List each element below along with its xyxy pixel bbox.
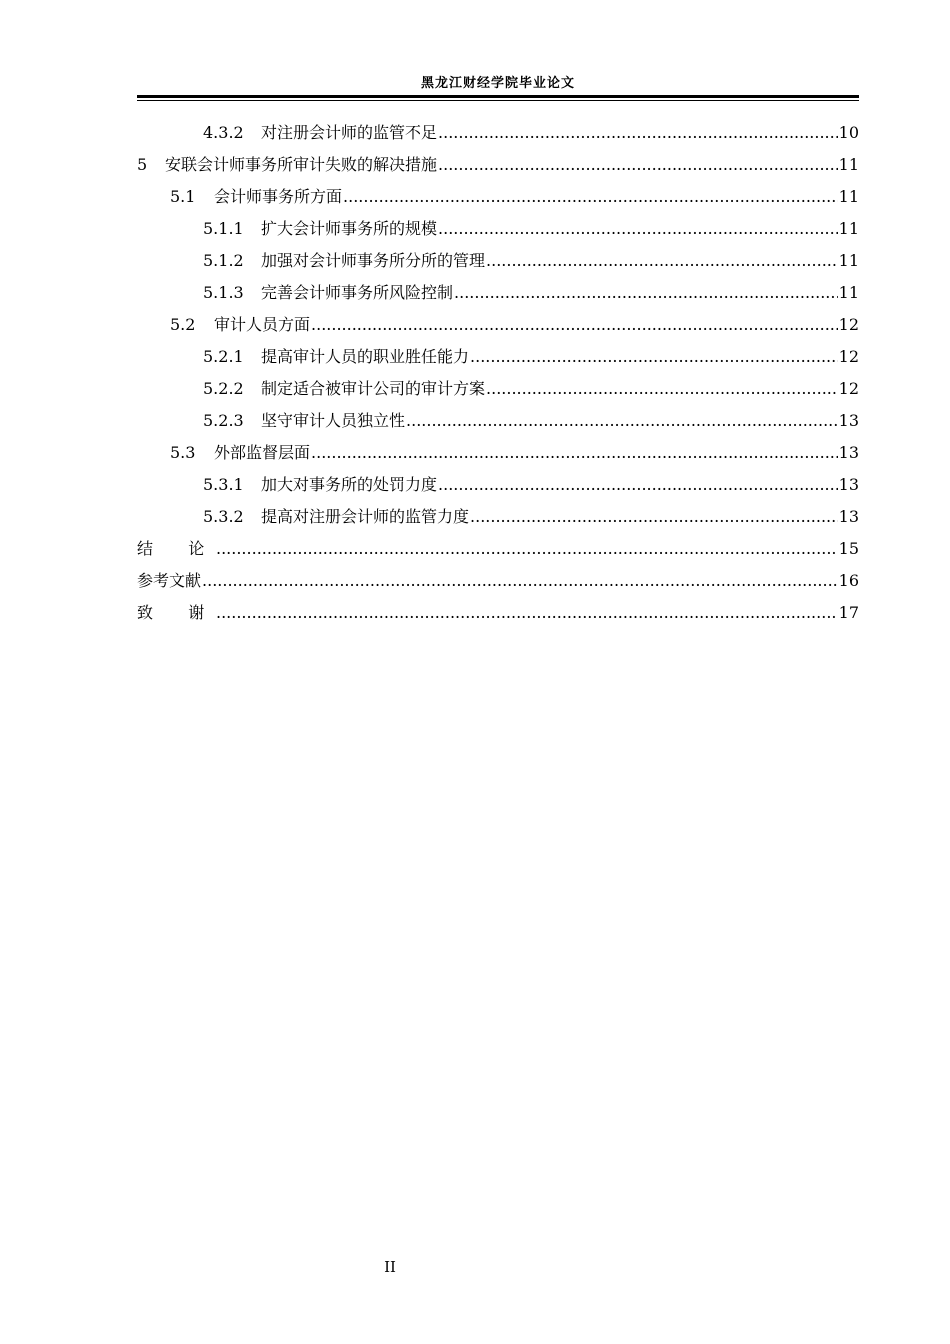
toc-entry-title: 审计人员方面 bbox=[214, 315, 311, 334]
toc-entry-page: 11 bbox=[838, 187, 859, 206]
toc-entry-number: 5.2.2 bbox=[203, 379, 244, 398]
toc-entry-page: 13 bbox=[838, 507, 859, 526]
toc-entry[interactable] bbox=[137, 213, 859, 245]
toc-entry[interactable] bbox=[137, 277, 859, 309]
toc-entry-title: 参考文献 bbox=[137, 571, 202, 590]
toc-entry[interactable] bbox=[137, 245, 859, 277]
toc-entry-page: 11 bbox=[838, 251, 859, 270]
toc-entry-number: 5.2 bbox=[170, 315, 196, 334]
toc-entry[interactable] bbox=[137, 181, 859, 213]
header-rule-thick bbox=[137, 95, 859, 98]
toc-entry-number: 5.1.3 bbox=[203, 283, 244, 302]
toc-dot-leader bbox=[438, 117, 838, 149]
toc-entry-page: 15 bbox=[838, 539, 859, 558]
toc-dot-leader bbox=[343, 181, 838, 213]
toc-dot-leader bbox=[311, 437, 838, 469]
toc-dot-leader bbox=[486, 373, 838, 405]
toc-entry[interactable] bbox=[137, 149, 859, 181]
toc-dot-leader bbox=[216, 597, 838, 629]
toc-dot-leader bbox=[216, 533, 838, 565]
toc-dot-leader bbox=[470, 341, 838, 373]
toc-entry-number: 5.2.1 bbox=[203, 347, 244, 366]
toc-entry[interactable] bbox=[137, 341, 859, 373]
toc-entry-title: 完善会计师事务所风险控制 bbox=[261, 283, 454, 302]
toc-entry-title: 扩大会计师事务所的规模 bbox=[261, 219, 438, 238]
toc-entry-page: 13 bbox=[838, 475, 859, 494]
toc-entry-number: 5 bbox=[137, 155, 148, 174]
toc-entry-page: 11 bbox=[838, 283, 859, 302]
toc-entry-page: 12 bbox=[838, 379, 859, 398]
toc-dot-leader bbox=[311, 309, 838, 341]
toc-entry[interactable] bbox=[137, 565, 859, 597]
toc-dot-leader bbox=[438, 149, 838, 181]
toc-entry-page: 11 bbox=[838, 219, 859, 238]
toc-entry[interactable] bbox=[137, 117, 859, 149]
toc-entry-title: 致谢 bbox=[137, 603, 240, 622]
toc-entry-title: 提高审计人员的职业胜任能力 bbox=[261, 347, 470, 366]
toc-entry-title: 外部监督层面 bbox=[214, 443, 311, 462]
toc-entry-title: 结论 bbox=[137, 539, 240, 558]
toc-entry-title: 对注册会计师的监管不足 bbox=[261, 123, 438, 142]
toc-entry-title: 坚守审计人员独立性 bbox=[261, 411, 406, 430]
toc-entry-page: 12 bbox=[838, 315, 859, 334]
toc-entry-number: 5.1.2 bbox=[203, 251, 244, 270]
toc-entry-page: 16 bbox=[838, 571, 859, 590]
toc-entry-page: 10 bbox=[838, 123, 859, 142]
toc-entry[interactable] bbox=[137, 533, 859, 565]
toc-entry-page: 13 bbox=[838, 443, 859, 462]
table-of-contents bbox=[137, 117, 859, 629]
toc-entry-title: 加大对事务所的处罚力度 bbox=[261, 475, 438, 494]
toc-entry-title: 提高对注册会计师的监管力度 bbox=[261, 507, 470, 526]
toc-entry-number: 5.3.2 bbox=[203, 507, 244, 526]
toc-entry-number: 5.1 bbox=[170, 187, 196, 206]
toc-entry[interactable] bbox=[137, 405, 859, 437]
page-number: II bbox=[384, 1258, 396, 1276]
toc-entry-number: 5.3.1 bbox=[203, 475, 244, 494]
toc-dot-leader bbox=[454, 277, 838, 309]
toc-entry[interactable] bbox=[137, 469, 859, 501]
toc-entry-page: 17 bbox=[838, 603, 859, 622]
header-rule-thin bbox=[137, 100, 859, 101]
toc-entry[interactable] bbox=[137, 597, 859, 629]
toc-entry-title: 安联会计师事务所审计失败的解决措施 bbox=[165, 155, 438, 174]
toc-dot-leader bbox=[438, 213, 838, 245]
toc-dot-leader bbox=[470, 501, 838, 533]
toc-dot-leader bbox=[486, 245, 838, 277]
toc-entry-page: 13 bbox=[838, 411, 859, 430]
toc-entry-title: 加强对会计师事务所分所的管理 bbox=[261, 251, 486, 270]
toc-entry-title: 会计师事务所方面 bbox=[214, 187, 343, 206]
toc-entry[interactable] bbox=[137, 501, 859, 533]
toc-dot-leader bbox=[438, 469, 838, 501]
toc-entry[interactable] bbox=[137, 437, 859, 469]
toc-entry-page: 12 bbox=[838, 347, 859, 366]
toc-entry[interactable] bbox=[137, 373, 859, 405]
toc-dot-leader bbox=[202, 565, 838, 597]
toc-entry[interactable] bbox=[137, 309, 859, 341]
toc-entry-number: 4.3.2 bbox=[203, 123, 244, 142]
toc-entry-number: 5.2.3 bbox=[203, 411, 244, 430]
toc-entry-page: 11 bbox=[838, 155, 859, 174]
toc-entry-number: 5.1.1 bbox=[203, 219, 244, 238]
toc-entry-number: 5.3 bbox=[170, 443, 196, 462]
toc-dot-leader bbox=[406, 405, 838, 437]
toc-entry-title: 制定适合被审计公司的审计方案 bbox=[261, 379, 486, 398]
running-header: 黑龙江财经学院毕业论文 bbox=[420, 76, 575, 91]
